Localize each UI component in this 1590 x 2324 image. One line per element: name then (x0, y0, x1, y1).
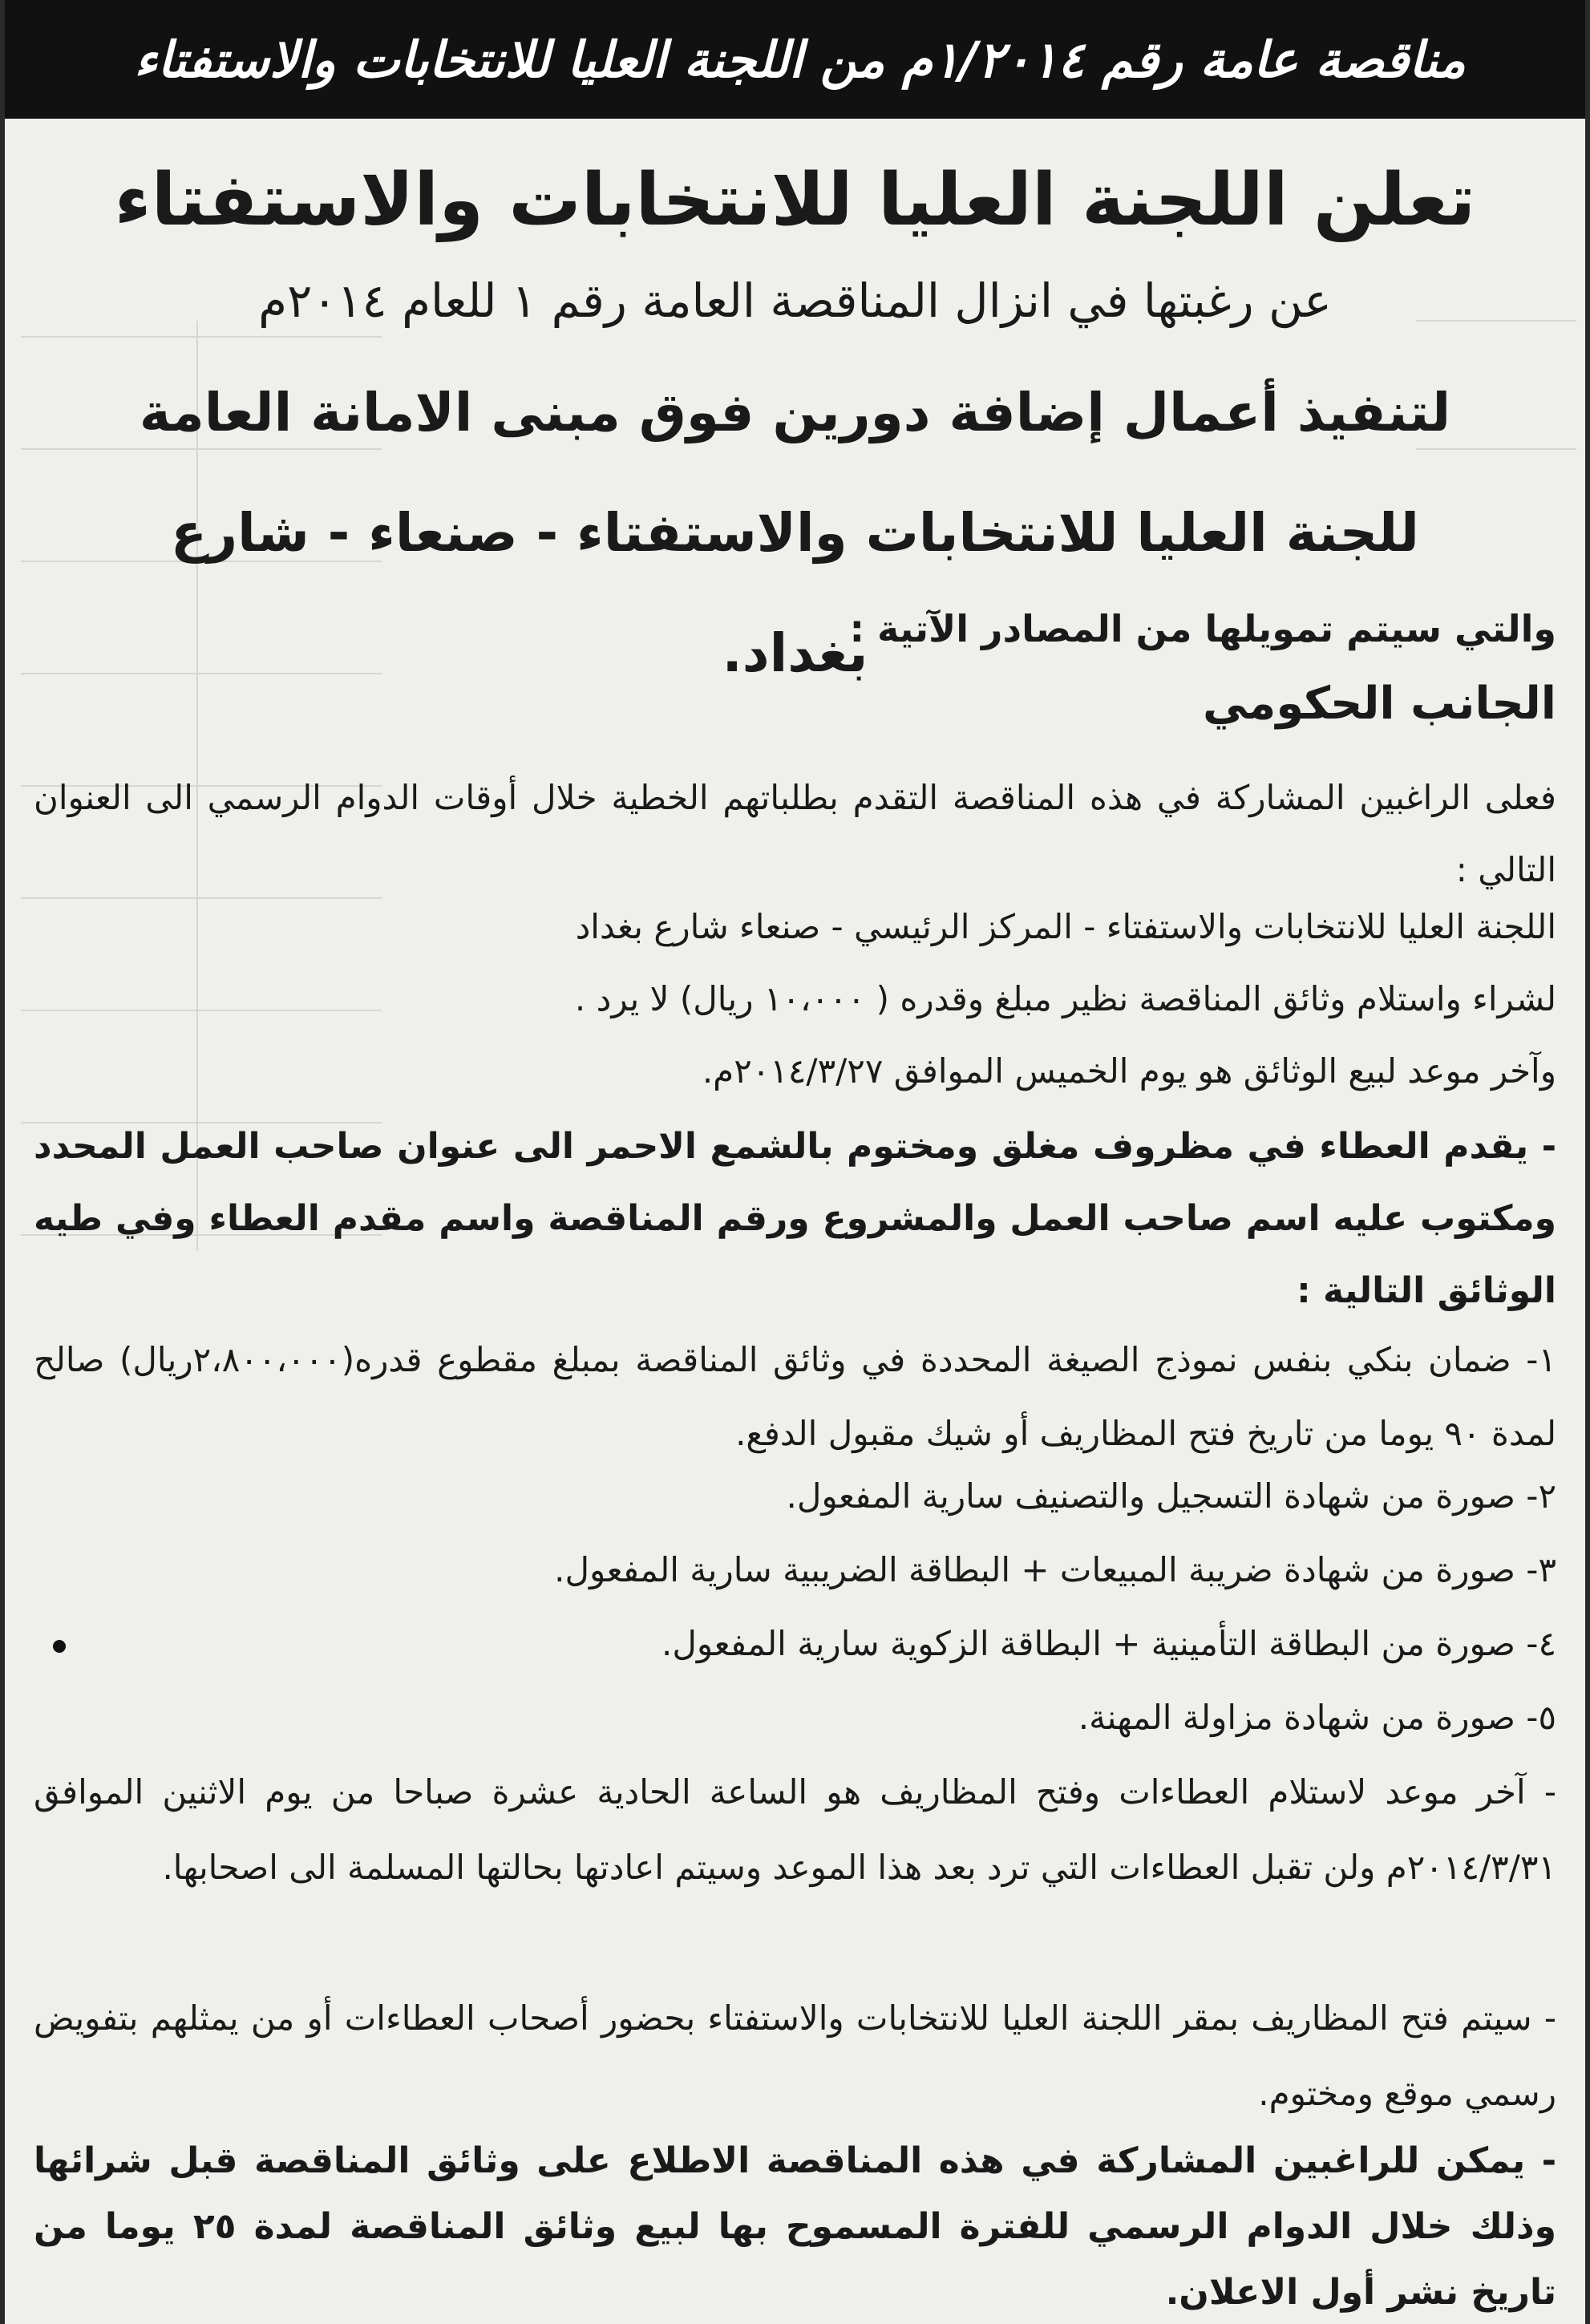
project-description: لتنفيذ أعمال إضافة دورين فوق مبنى الامانة العامة للجنة العليا للانتخابات والاستفتاء - صنعاء - شارع بغداد. (139, 382, 1451, 684)
submission-text: - يقدم العطاء في مظروف مغلق ومختوم بالشمع الاحمر الى عنوان صاحب العمل المحدد ومكتوب عليه اسم صاحب العمل والمشروع ورقم المناقصة واسم مقدم العطاء وفي طيه الوثائق التالية : (34, 1126, 1556, 1311)
document-item-2: ٢- صورة من شهادة التسجيل والتصنيف سارية المفعول. (786, 1476, 1556, 1516)
funding-source: الجانب الحكومي (1203, 678, 1556, 730)
purchase-text: لشراء واستلام وثائق المناقصة نظير مبلغ وقدره ( ١٠،٠٠٠ ريال) لا يرد . (574, 979, 1556, 1018)
document-item-4: ٤- صورة من البطاقة التأمينية + البطاقة الزكوية سارية المفعول. (661, 1624, 1556, 1663)
opening-text: - سيتم فتح المظاريف بمقر اللجنة العليا للانتخابات والاستفتاء بحضور أصحاب العطاءات أو من يمثلهم بتفويض رسمي موقع ومختوم. (34, 1998, 1556, 2113)
last-sale-text: وآخر موعد لبيع الوثائق هو يوم الخميس الموافق ٢٠١٤/٣/٢٧م. (702, 1051, 1556, 1091)
funding-intro: والتي سيتم تمويلها من المصادر الآتية : (849, 607, 1556, 650)
header-bar (5, 0, 1590, 119)
bullet-dot (53, 1640, 66, 1653)
main-title: تعلن اللجنة العليا للانتخابات والاستفتاء (114, 158, 1476, 242)
apply-text: فعلى الراغبين المشاركة في هذه المناقصة التقدم بطلباتهم الخطية خلال أوقات الدوام الرسمي الى العنوان التالي : (34, 778, 1556, 889)
address-text: اللجنة العليا للانتخابات والاستفتاء - المركز الرئيسي - صنعاء شارع بغداد (575, 907, 1556, 946)
document-item-5: ٥- صورة من شهادة مزاولة المهنة. (1078, 1698, 1556, 1737)
header-title: مناقصة عامة رقم ١/٢٠١٤م من اللجنة العليا للانتخابات والاستفتاء (134, 30, 1466, 89)
review-text: - يمكن للراغبين المشاركة في هذه المناقصة الاطلاع على وثائق المناقصة قبل شرائها وذلك خلال الدوام الرسمي للفترة المسموح بها لبيع وثائق المناقصة لمدة ٢٥ يوما من تاريخ نشر أول الاعلان. (34, 2140, 1556, 2313)
deadline-text: - آخر موعد لاستلام العطاءات وفتح المظاريف هو الساعة الحادية عشرة صباحا من يوم الاثنين الموافق ٢٠١٤/٣/٣١م ولن تقبل العطاءات التي ترد بعد هذا الموعد وسيتم اعادتها بحالتها المسلمة الى اصحابها. (34, 1772, 1556, 1887)
document-item-1: ١- ضمان بنكي بنفس نموذج الصيغة المحددة في وثائق المناقصة بمبلغ مقطوع قدره(٢،٨٠٠،٠٠٠ريال) صالح لمدة ٩٠ يوما من تاريخ فتح المظاريف أو شيك مقبول الدفع. (34, 1340, 1556, 1453)
document-item-3: ٣- صورة من شهادة ضريبة المبيعات + البطاقة الضريبية سارية المفعول. (554, 1550, 1556, 1589)
subtitle: عن رغبتها في انزال المناقصة العامة رقم ١ للعام ٢٠١٤م (258, 273, 1332, 328)
